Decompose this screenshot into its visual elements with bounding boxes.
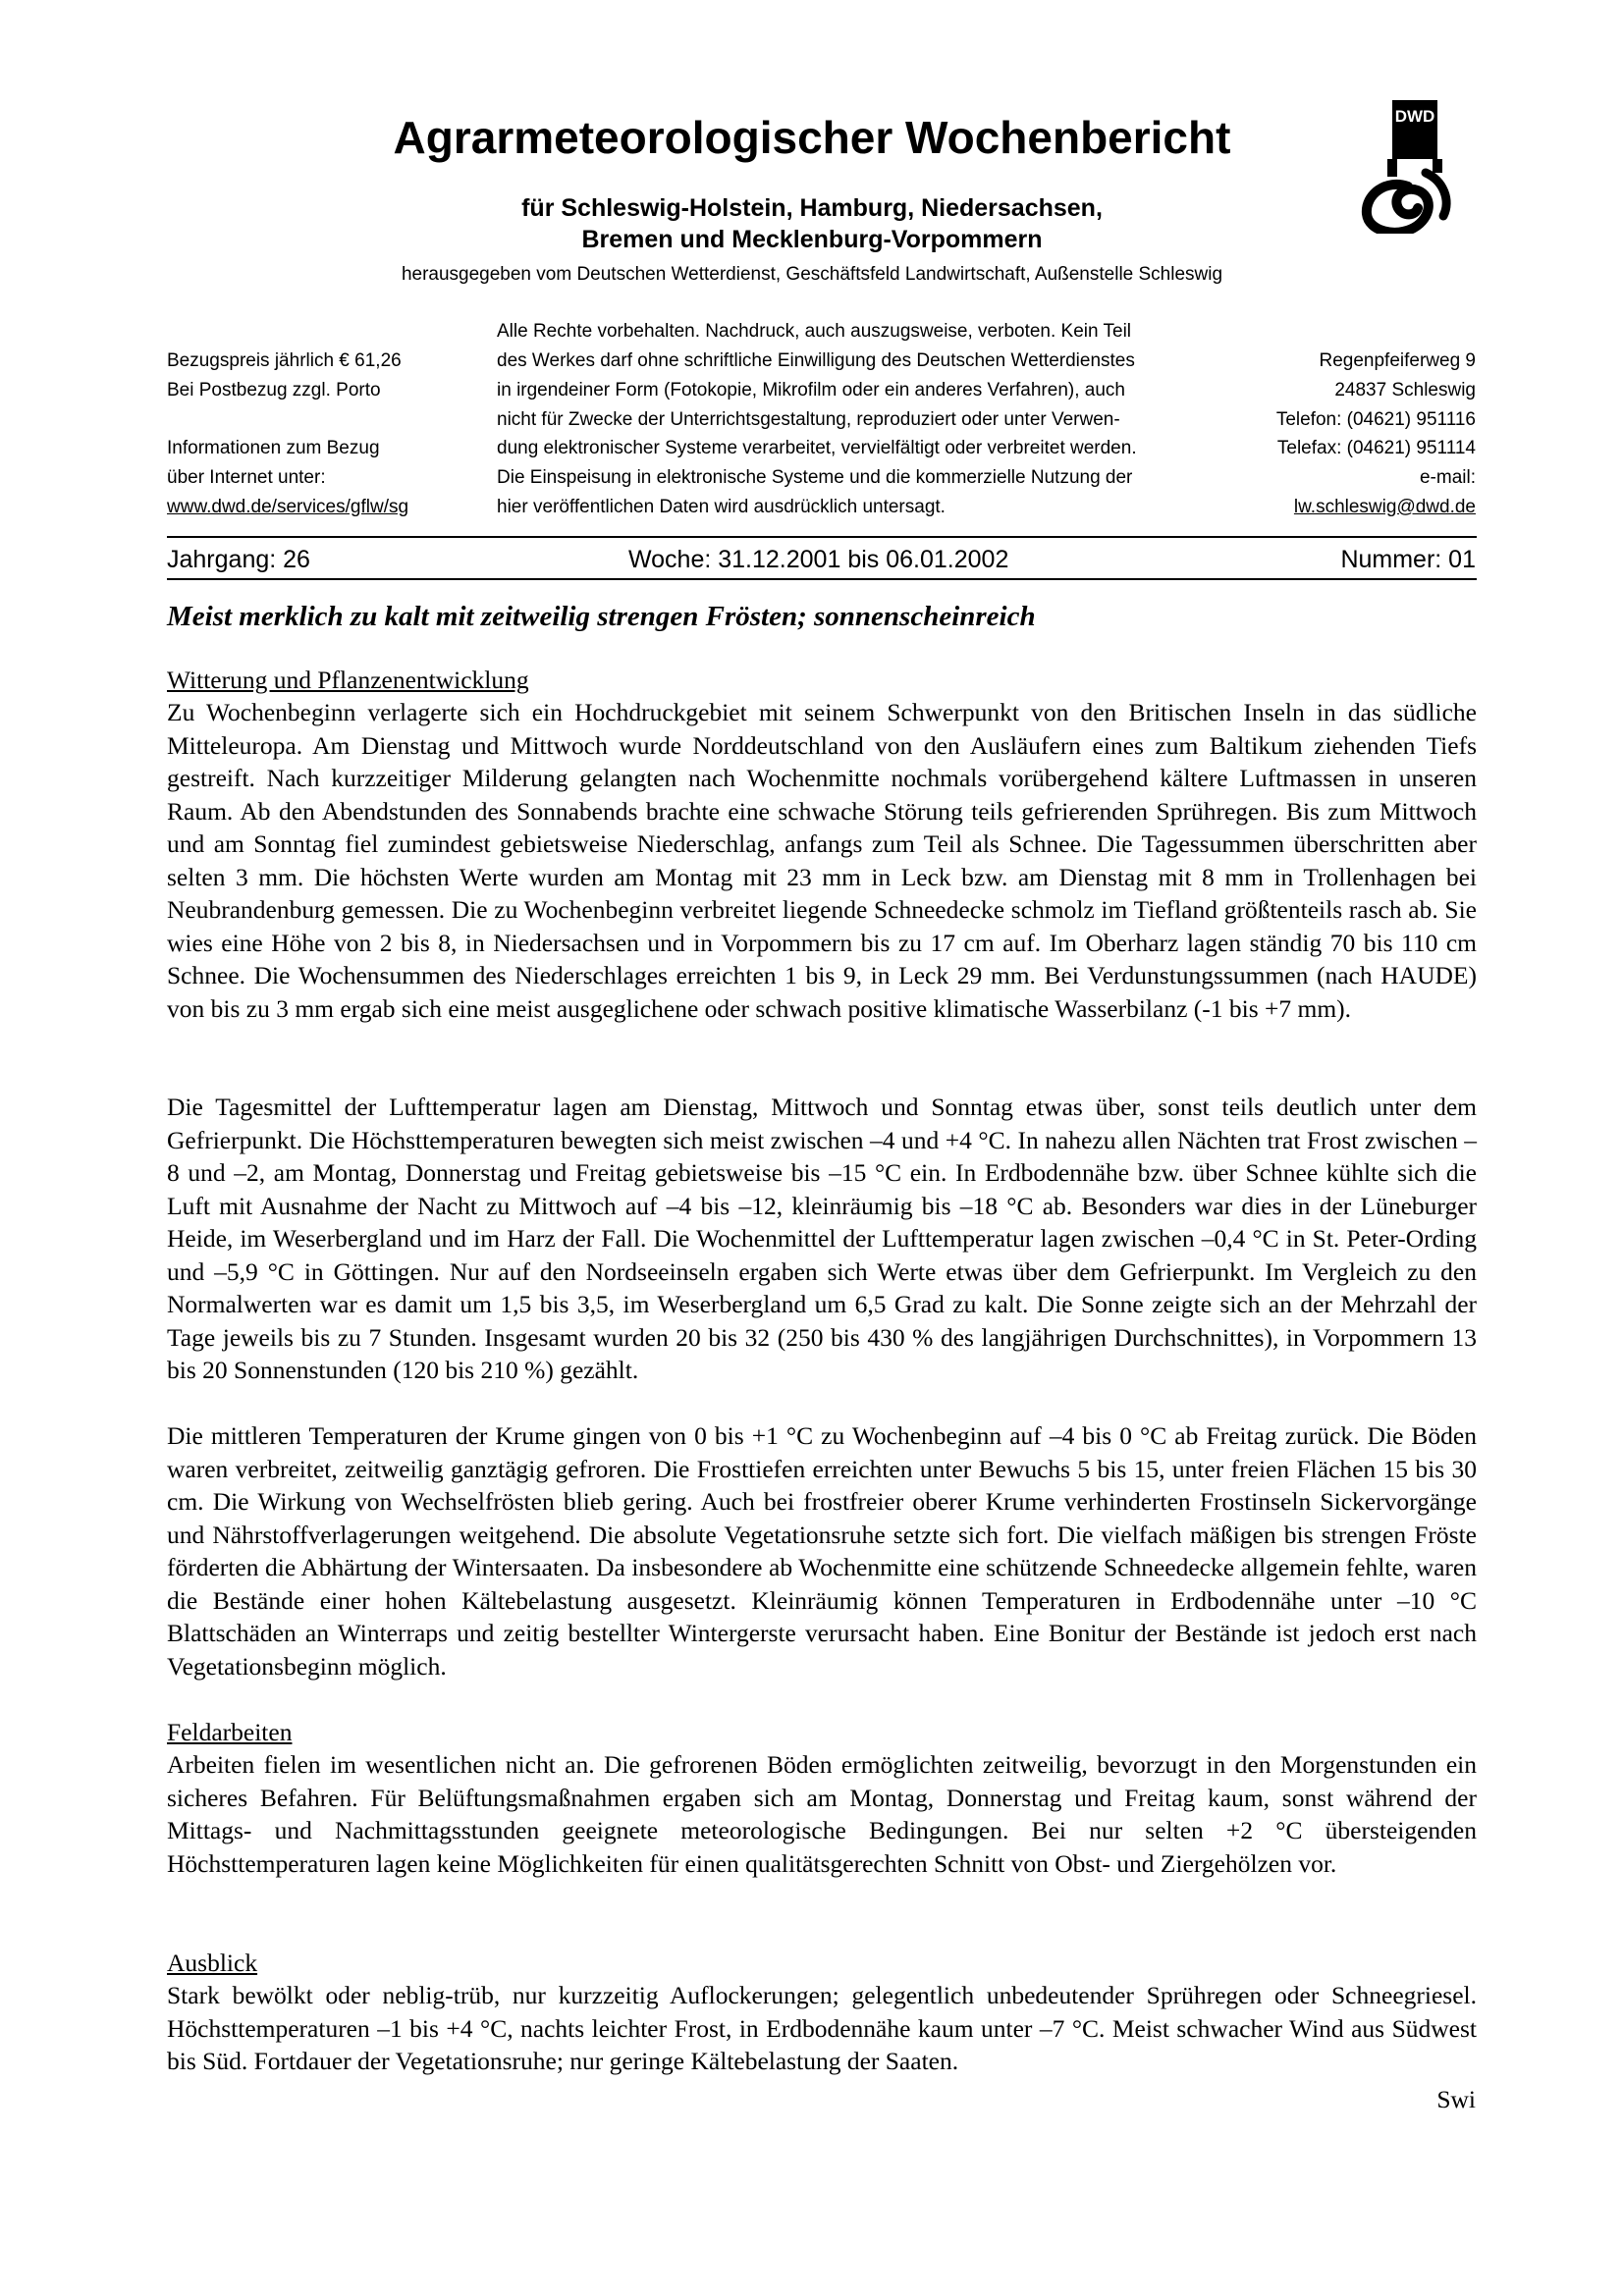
postage-info: Bei Postbezug zzgl. Porto (167, 380, 381, 400)
fieldwork-paragraph: Arbeiten fielen im wesentlichen nicht an. Die gefrorenen Böden ermöglichten zeitweilig, bevorzugt in den Morgenstunden ein sicheres Befahren. Für Belüftungsmaßnahmen ergaben sich am Montag, Donnerstag und Freitag kaum, sonst während der Mittags- und Nachmittagsstunden geeignete meteorologische Bedingungen. Bei nur selten +2 °C übersteigenden Höchsttemperaturen lagen keine Möglichkeiten für einen qualitätsgerechten Schnitt von Obst- und Ziergehölzen vor. (167, 1750, 1477, 1878)
address-city: 24837 Schleswig (1334, 380, 1476, 400)
weather-paragraph-1: Zu Wochenbeginn verlagerte sich ein Hochdruckgebiet mit seinem Schwerpunkt von den Britischen Inseln in das südliche Mitteleuropa. Am Dienstag und Mittwoch wurde Norddeutschland von den Ausläufern eines zum Baltikum ziehenden Tiefs gestreift. Nach kurzzeitiger Milderung gelangten nach Wochenmitte nochmals vorübergehend kältere Luftmassen in unseren Raum. Ab den Abendstunden des Sonnabends brachte eine schwache Störung teils gefrierenden Sprühregen. Bis zum Mittwoch und am Sonntag fiel zumindest gebietsweise Niederschlag, anfangs zum Teil als Schnee. Die Tagessummen überschritten aber selten 3 mm. Die höchsten Werte wurden am Montag mit 23 mm in Leck bzw. am Dienstag mit 8 mm in Trollenhagen bei Neubrandenburg gemessen. Die zu Wochenbeginn verbreitet liegende Schneedecke schmolz im Tiefland größtenteils rasch ab. Sie wies eine Höhe von 2 bis 8, in Niedersachsen und in Vorpommern bis zu 17 cm auf. Im Oberharz lagen ständig 70 bis 110 cm Schnee. Die Wochensummen des Niederschlages erreichten 1 bis 9, in Leck 29 mm. Bei Verdunstungssummen (nach HAUDE) von bis zu 3 mm ergab sich eine meist ausgeglichene oder schwach positive klimatische Wasserbilanz (-1 bis +7 mm). (167, 698, 1477, 1023)
phone-number: Telefon: (04621) 951116 (1275, 409, 1476, 430)
weather-section-heading: Witterung und Pflanzenentwicklung (167, 666, 529, 694)
rights-line-3: in irgendeiner Form (Fotokopie, Mikrofilm oder ein anderes Verfahren), auch (497, 380, 1125, 400)
issue-year: Jahrgang: 26 (167, 546, 310, 573)
issue-number: Nummer: 01 (1340, 546, 1476, 573)
website-link[interactable]: www.dwd.de/services/gflw/sg (167, 497, 409, 517)
rights-line-2: des Werkes darf ohne schriftliche Einwilligung des Deutschen Wetterdienstes (497, 350, 1135, 371)
email-label: e-mail: (1419, 467, 1476, 488)
address-street: Regenpfeiferweg 9 (1319, 350, 1476, 371)
weather-paragraph-3: Die mittleren Temperaturen der Krume gingen von 0 bis +1 °C zu Wochenbeginn auf –4 bis 0 °C ab Freitag zurück. Die Böden waren verbreitet, zeitweilig ganztägig gefroren. Die Frosttiefen erreichten unter Bewuchs 5 bis 15, unter freien Flächen 15 bis 30 cm. Die Wirkung von Wechselfrösten blieb gering. Auch bei frostfreier oberer Krume verhinderten Frostinseln Sickervorgänge und Nährstoffverlagerungen weitgehend. Die absolute Vegetationsruhe setzte sich fort. Die vielfach mäßigen bis strengen Fröste förderten die Abhärtung der Wintersaaten. Da insbesondere ab Wochenmitte eine schützende Schneedecke allgemein fehlte, waren die Bestände einer hohen Kältebelastung ausgesetzt. Kleinräumig können Temperaturen in Erdbodennähe unter –10 °C Blattschäden an Winterraps und zeitig bestellter Wintergerste verursacht haben. Eine Bonitur der Bestände ist jedoch erst nach Vegetationsbeginn möglich. (167, 1421, 1477, 1681)
issue-rule-bottom (167, 578, 1477, 580)
subtitle-line-1: für Schleswig-Holstein, Hamburg, Niedersachsen, (521, 194, 1103, 222)
subtitle-line-2: Bremen und Mecklenburg-Vorpommern (581, 226, 1043, 253)
fax-number: Telefax: (04621) 951114 (1276, 438, 1476, 458)
email-link[interactable]: lw.schleswig@dwd.de (1293, 497, 1476, 517)
issue-week: Woche: 31.12.2001 bis 06.01.2002 (628, 546, 1009, 573)
author-signature: Swi (1436, 2085, 1476, 2113)
fieldwork-section-heading: Feldarbeiten (167, 1718, 293, 1746)
weather-paragraph-2: Die Tagesmittel der Lufttemperatur lagen am Dienstag, Mittwoch und Sonntag etwas über, sonst teils deutlich unter dem Gefrierpunkt. Die Höchsttemperaturen bewegten sich meist zwischen –4 und +4 °C. In nahezu allen Nächten trat Frost zwischen –8 und –2, am Montag, Donnerstag und Freitag gebietsweise bis –15 °C ein. In Erdbodennähe bzw. über Schnee kühlte sich die Luft mit Ausnahme der Nacht zu Mittwoch auf –4 bis –12, kleinräumig bis –18 °C ab. Besonders war dies in der Lüneburger Heide, im Weserbergland und im Harz der Fall. Die Wochenmittel der Lufttemperatur lagen zwischen –0,4 °C in St. Peter-Ording und –5,9 °C in Göttingen. Nur auf den Nordseeinseln ergaben sich Werte etwas über dem Gefrierpunkt. Im Vergleich zu den Normalwerten war es damit um 1,5 bis 3,5, im Weserbergland um 6,5 Grad zu kalt. Die Sonne zeigte sich an der Mehrzahl der Tage jeweils bis zu 7 Stunden. Insgesamt wurden 20 bis 32 (250 bis 430 % des langjährigen Durchschnittes), in Vorpommern 13 bis 20 Sonnenstunden (120 bis 210 %) gezählt. (167, 1093, 1477, 1384)
rights-line-7: hier veröffentlichen Daten wird ausdrücklich untersagt. (497, 497, 946, 517)
dwd-logo (1357, 100, 1455, 234)
rights-line-1: Alle Rechte vorbehalten. Nachdruck, auch auszugsweise, verboten. Kein Teil (497, 321, 1132, 342)
subscription-info: Informationen zum Bezug (167, 438, 380, 458)
rights-line-6: Die Einspeisung in elektronische Systeme und die kommerzielle Nutzung der (497, 467, 1133, 488)
report-headline: Meist merklich zu kalt mit zeitweilig strengen Frösten; sonnenscheinreich (167, 601, 1036, 632)
price-info: Bezugspreis jährlich € 61,26 (167, 350, 402, 371)
page-title: Agrarmeteorologischer Wochenbericht (393, 112, 1231, 163)
rights-line-5: dung elektronischer Systeme verarbeitet, vervielfältigt oder verbreitet werden. (497, 438, 1137, 458)
outlook-section-heading: Ausblick (167, 1949, 258, 1977)
issue-rule-top (167, 536, 1477, 538)
internet-info: über Internet unter: (167, 467, 326, 488)
publisher-line: herausgegeben vom Deutschen Wetterdienst, Geschäftsfeld Landwirtschaft, Außenstelle Schleswig (401, 264, 1223, 285)
rights-line-4: nicht für Zwecke der Unterrichtsgestaltung, reproduziert oder unter Verwen- (497, 409, 1120, 430)
outlook-paragraph: Stark bewölkt oder neblig-trüb, nur kurzzeitig Auflockerungen; gelegentlich unbedeutender Sprühregen oder Schneegriesel. Höchsttemperaturen –1 bis +4 °C, nachts leichter Frost, in Erdbodennähe kaum unter –7 °C. Meist schwacher Wind aus Südwest bis Süd. Fortdauer der Vegetationsruhe; nur geringe Kältebelastung der Saaten. (167, 1981, 1477, 2075)
dwd-logo-text: DWD (1394, 107, 1435, 126)
